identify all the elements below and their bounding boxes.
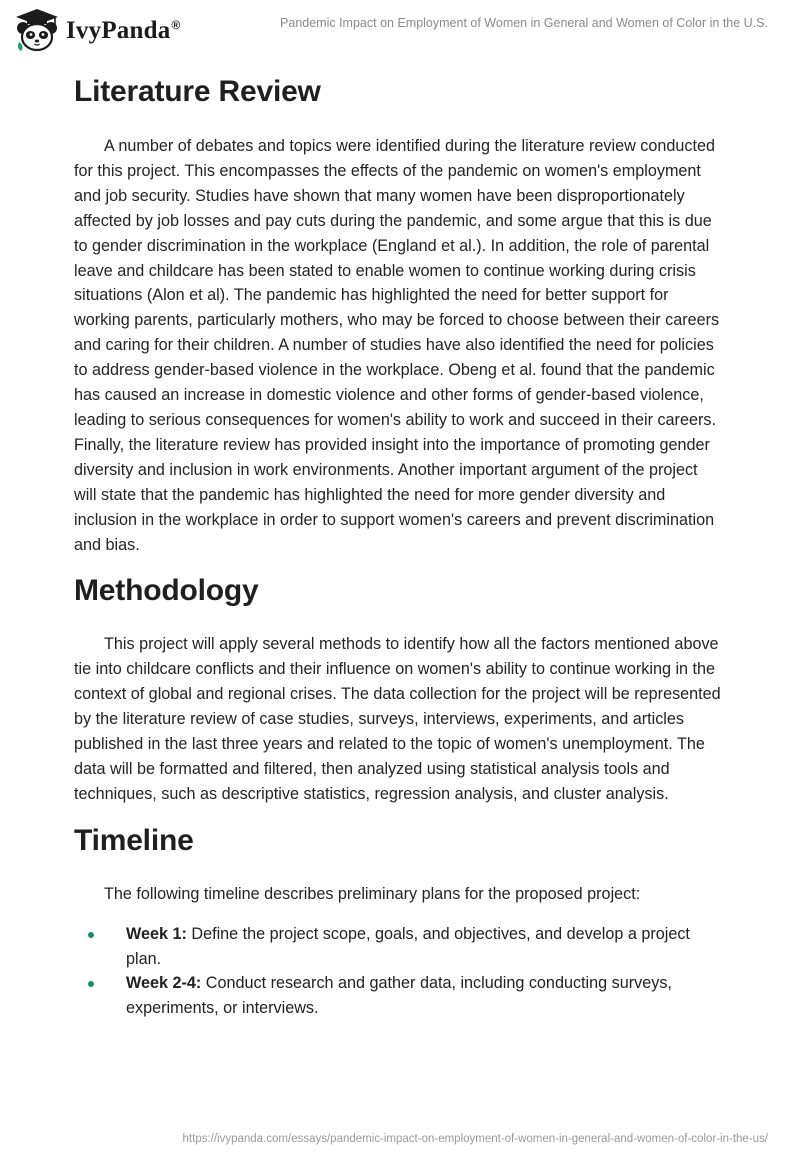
list-item xyxy=(74,922,724,972)
section-heading: Timeline xyxy=(74,823,194,857)
document-title: Pandemic Impact on Employment of Women in General and Women of Color in the U.S. xyxy=(280,16,768,30)
timeline-item-text: Define the project scope, goals, and objectives, and develop a project plan. xyxy=(126,924,690,968)
ivypanda-logo[interactable] xyxy=(14,8,180,52)
section-methodology xyxy=(74,570,724,806)
timeline-intro: The following timeline describes preliminary plans for the proposed project: xyxy=(104,884,641,903)
section-timeline xyxy=(74,820,724,1022)
section-literature-review xyxy=(74,71,724,557)
section-paragraph: A number of debates and topics were identified during the literature review conducted for this project. This encompasses the effects of the pandemic on women's employment and job security. Studies have shown that many women have been disproportionately affected by job losses and pay cuts during the pandemic, and some argue that this is due to gender discrimination in the workplace (England et al.). In addition, the role of parental leave and childcare has been stated to enable women to continue working during crisis situations (Alon et al). The pandemic has highlighted the need for better support for working parents, particularly mothers, who may be forced to choose between their careers and caring for their children. A number of studies have also identified the need for policies to address gender-based violence in the workplace. Obeng et al. found that the pandemic has caused an increase in domestic violence and other forms of gender-based violence, leading to serious consequences for women's ability to work and succeed in their careers. Finally, the literature review has provided insight into the importance of promoting gender diversity and inclusion in work environments. Another important argument of the project will state that the pandemic has highlighted the need for more gender diversity and inclusion in the workplace in order to support women's careers and prevent discrimination and bias. xyxy=(74,137,720,554)
source-url[interactable]: https://ivypanda.com/essays/pandemic-impact-on-employment-of-women-in-general-and-women-of-color-in-the-us/ xyxy=(182,1133,768,1145)
section-heading: Methodology xyxy=(74,574,259,608)
page-header xyxy=(0,0,800,70)
timeline-item-text: Conduct research and gather data, including conducting surveys, experiments, or interviews. xyxy=(126,974,672,1018)
timeline-item-label: Week 2-4: xyxy=(126,974,202,993)
logo-wordmark: IvyPanda® xyxy=(66,17,181,44)
panda-graduate-icon xyxy=(14,8,60,52)
bullet-dot-icon xyxy=(88,981,94,987)
timeline-item-label: Week 1: xyxy=(126,924,187,943)
list-item xyxy=(74,971,724,1021)
section-heading: Literature Review xyxy=(74,75,321,108)
bullet-dot-icon xyxy=(88,932,94,938)
timeline-list xyxy=(74,922,724,1022)
section-paragraph: This project will apply several methods to identify how all the factors mentioned above tie into childcare conflicts and their influence on women's ability to continue working in the context of global and regional crises. The data collection for the project will be represented by the literature review of case studies, surveys, interviews, experiments, and articles published in the last three years and related to the topic of women's unemployment. The data will be formatted and filtered, then analyzed using statistical analysis tools and techniques, such as descriptive statistics, regression analysis, and cluster analysis. xyxy=(74,635,721,803)
document-body xyxy=(74,70,724,1021)
